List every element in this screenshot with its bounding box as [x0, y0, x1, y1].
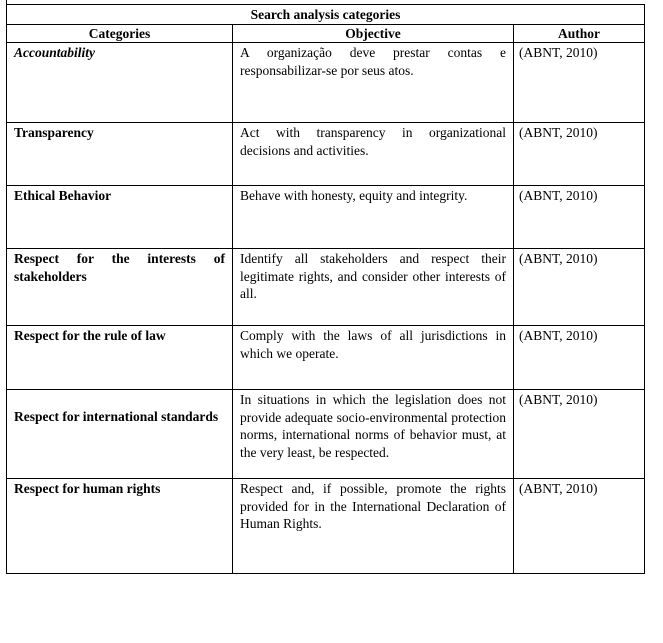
table-row [7, 326, 645, 390]
author-cell: (ABNT, 2010) [514, 326, 645, 390]
author-cell: (ABNT, 2010) [514, 390, 645, 479]
table-row [7, 479, 645, 574]
category-cell: Respect for human rights [7, 479, 233, 574]
table-row [7, 249, 645, 326]
objective-cell: Act with transparency in organizational decisions and activities. [233, 123, 514, 186]
author-cell: (ABNT, 2010) [514, 123, 645, 186]
objective-cell: A organização deve prestar contas e responsabilizar-se por seus atos. [233, 43, 514, 123]
table-row [7, 390, 645, 479]
table-row [7, 43, 645, 123]
objective-cell: Respect and, if possible, promote the rights provided for in the International Declaration of Human Rights. [233, 479, 514, 574]
author-cell: (ABNT, 2010) [514, 43, 645, 123]
objective-cell: Behave with honesty, equity and integrity. [233, 186, 514, 249]
objective-cell: In situations in which the legislation does not provide adequate socio-environmental protection norms, international norms of behavior must, at the very least, be respected. [233, 390, 514, 479]
category-cell: Ethical Behavior [7, 186, 233, 249]
category-cell: Respect for international standards [7, 390, 233, 479]
category-cell: Accountability [7, 43, 233, 123]
header-author: Author [514, 24, 645, 43]
objective-cell: Identify all stakeholders and respect their legitimate rights, and consider other interests of all. [233, 249, 514, 326]
table-row [7, 186, 645, 249]
category-cell: Respect for the rule of law [7, 326, 233, 390]
header-categories: Categories [7, 24, 233, 43]
author-cell: (ABNT, 2010) [514, 186, 645, 249]
objective-cell: Comply with the laws of all jurisdictions in which we operate. [233, 326, 514, 390]
category-cell: Transparency [7, 123, 233, 186]
table-row [7, 123, 645, 186]
header-objective: Objective [233, 24, 514, 43]
author-cell: (ABNT, 2010) [514, 249, 645, 326]
author-cell: (ABNT, 2010) [514, 479, 645, 574]
category-cell: Respect for the interests of stakeholders [7, 249, 233, 326]
search-analysis-table [6, 4, 645, 574]
table-title: Search analysis categories [7, 5, 645, 25]
